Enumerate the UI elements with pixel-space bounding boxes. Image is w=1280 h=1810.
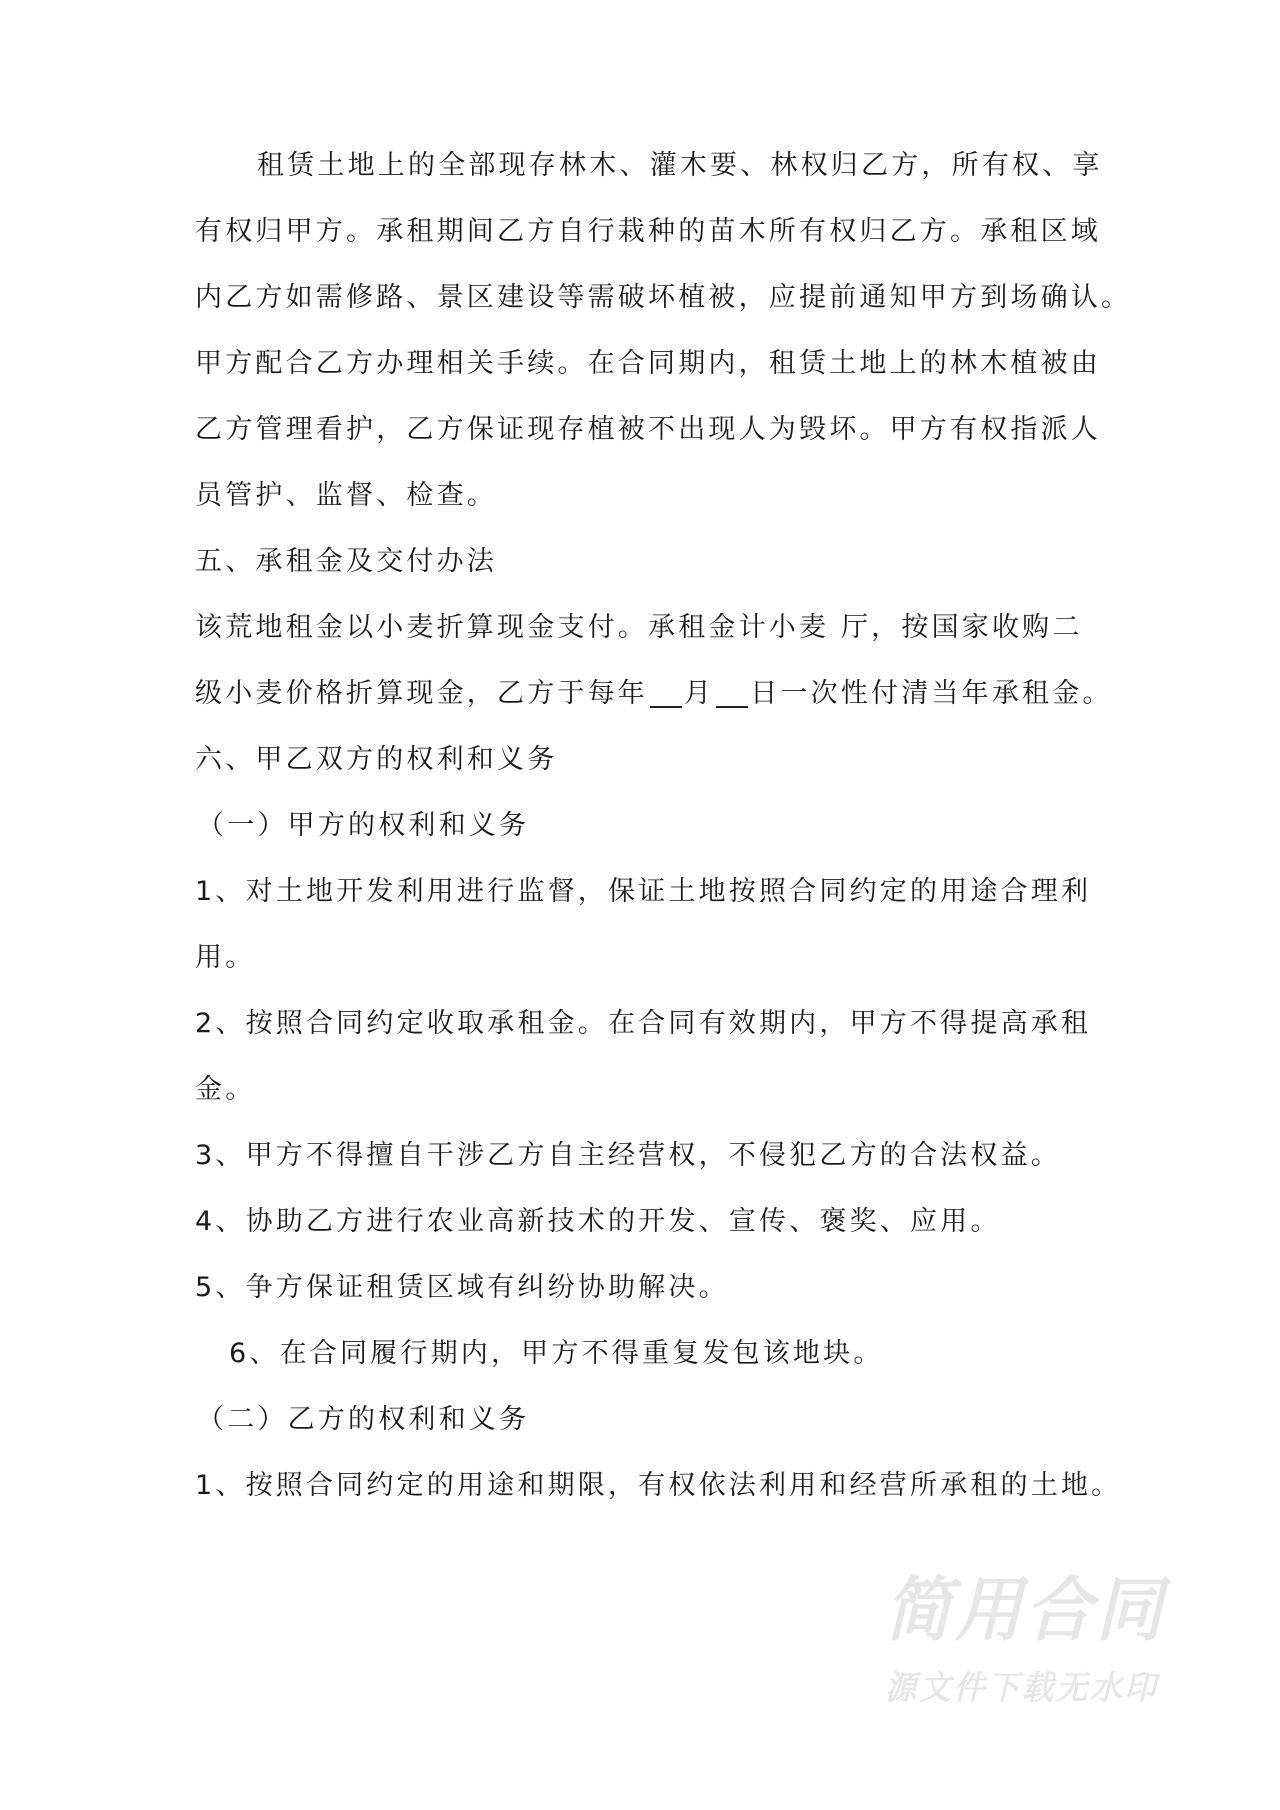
subsection-heading: （二）乙方的权利和义务 (197, 1404, 530, 1435)
watermark (885, 1565, 1185, 1713)
paragraph-line: 甲方配合乙方办理相关手续。在合同期内，租赁土地上的林木植被由 (195, 348, 1101, 379)
paragraph-line: 该荒地租金以小麦折算现金支付。承租金计小麦 厅，按国家收购二 (195, 612, 1083, 643)
section-heading: 六、甲乙双方的权利和义务 (195, 744, 558, 775)
watermark-title: 简用合同 (885, 1569, 1167, 1651)
watermark-subtitle: 源文件下载无水印 (885, 1668, 1159, 1707)
subsection-heading: （一）甲方的权利和义务 (197, 810, 530, 841)
paragraph-line: 内乙方如需修路、景区建设等需破坏植被，应提前通知甲方到场确认。 (195, 282, 1132, 313)
paragraph-line: 租赁土地上的全部现存林木、灌木要、林权归乙方，所有权、享 (257, 150, 1103, 181)
list-item: 1、按照合同约定的用途和期限，有权依法利用和经营所承租的土地。 (195, 1470, 1122, 1501)
list-item: 5、争方保证租赁区域有纠纷协助解决。 (195, 1272, 729, 1303)
paragraph-line: 员管护、监督、检查。 (195, 480, 497, 511)
paragraph-line-with-blanks (195, 668, 1113, 734)
list-item: 2、按照合同约定收取承租金。在合同有效期内，甲方不得提高承租 (195, 1008, 1092, 1039)
line-text-after: 日一次性付清当年承租金。 (750, 678, 1113, 709)
section-heading: 五、承租金及交付办法 (195, 546, 497, 577)
blank-month-field (650, 676, 682, 708)
list-item: 6、在合同履行期内，甲方不得重复发包该地块。 (229, 1338, 884, 1369)
document-body (195, 140, 1132, 1526)
line-text-before: 级小麦价格折算现金，乙方于每年 (195, 678, 648, 709)
list-item-continuation: 用。 (195, 942, 256, 973)
list-item: 1、对土地开发利用进行监督，保证土地按照合同约定的用途合理利 (195, 876, 1092, 907)
blank-day-field (716, 676, 748, 708)
line-text-mid: 月 (684, 678, 715, 709)
list-item: 3、甲方不得擅自干涉乙方自主经营权，不侵犯乙方的合法权益。 (195, 1140, 1061, 1171)
paragraph-line: 有权归甲方。承租期间乙方自行栽种的苗木所有权归乙方。承租区域 (195, 216, 1101, 247)
list-item-continuation: 金。 (195, 1074, 256, 1105)
list-item: 4、协助乙方进行农业高新技术的开发、宣传、褒奖、应用。 (195, 1206, 1001, 1237)
paragraph-line: 乙方管理看护，乙方保证现存植被不出现人为毁坏。甲方有权指派人 (195, 414, 1101, 445)
